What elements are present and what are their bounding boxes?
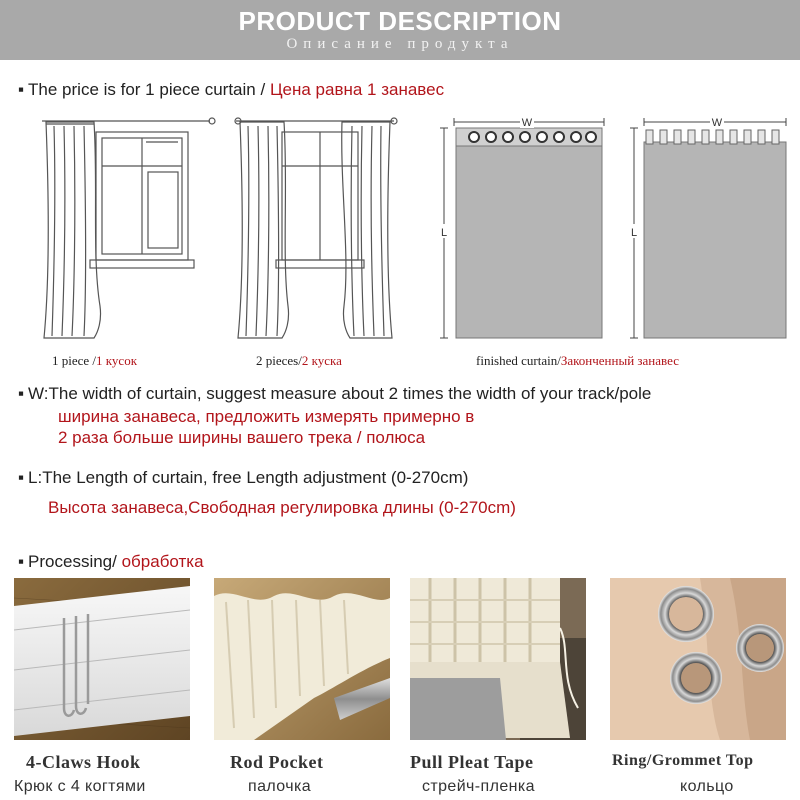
- processing-item-label-ru: палочка: [248, 778, 312, 795]
- length-mark: L: [440, 227, 448, 239]
- processing-item-label-ru: кольцо: [680, 778, 734, 795]
- processing-item-label-en: Pull Pleat Tape: [410, 752, 534, 772]
- processing-heading-en: Processing/: [28, 552, 117, 571]
- finished-caption-ru: Законченный занавес: [560, 353, 679, 368]
- two-pieces-curtain-illustration: [230, 106, 410, 346]
- tab-top-panel-illustration: [626, 112, 796, 344]
- bullet: ▪: [18, 468, 25, 487]
- page-subtitle: Описание продукта: [286, 36, 514, 52]
- width-note: [18, 384, 651, 404]
- one-piece-curtain-illustration: [28, 106, 218, 346]
- width-note-ru-line1: ширина занавеса, предложить измерять примерно в: [58, 407, 475, 426]
- one-piece-caption: [52, 353, 137, 369]
- header-banner: [0, 0, 800, 60]
- two-pieces-caption: [256, 353, 342, 369]
- processing-heading-ru: обработка: [121, 552, 204, 571]
- processing-item-label-en: Rod Pocket: [230, 752, 324, 772]
- width-mark: W: [521, 117, 533, 129]
- finished-curtain-caption: [476, 353, 679, 369]
- page-title: PRODUCT DESCRIPTION: [238, 6, 562, 36]
- grommet-panel-illustration: [436, 112, 616, 344]
- width-mark: W: [711, 117, 723, 129]
- two-pieces-caption-ru: 2 куска: [301, 353, 342, 368]
- length-mark: L: [630, 227, 638, 239]
- width-note-en: W:The width of curtain, suggest measure about 2 times the width of your track/pole: [28, 384, 652, 403]
- processing-heading: [18, 552, 204, 572]
- claws-hook-photo: [14, 578, 190, 740]
- price-note-en: The price is for 1 piece curtain /: [28, 80, 266, 99]
- processing-item-label-en: 4-Claws Hook: [26, 752, 141, 772]
- finished-caption-en: finished curtain/: [476, 353, 561, 368]
- length-note-en: L:The Length of curtain, free Length adjustment (0-270cm): [28, 468, 469, 487]
- two-pieces-caption-en: 2 pieces/: [256, 353, 302, 368]
- bullet: ▪: [18, 384, 25, 403]
- price-note-ru: Цена равна 1 занавес: [269, 80, 445, 99]
- processing-item-label-ru: стрейч-пленка: [422, 778, 535, 795]
- length-note-ru: Высота занавеса,Свободная регулировка длины (0-270cm): [48, 498, 516, 517]
- processing-item-label-ru: Крюк с 4 когтями: [14, 778, 146, 795]
- pull-pleat-tape-photo: [410, 578, 586, 740]
- rod-pocket-photo: [214, 578, 390, 740]
- price-note: [18, 80, 444, 100]
- one-piece-caption-en: 1 piece /: [52, 353, 97, 368]
- one-piece-caption-ru: 1 кусок: [96, 353, 138, 368]
- processing-item-label-en: Ring/Grommet Top: [612, 752, 754, 769]
- width-note-ru-line2: 2 раза больше ширины вашего трека / полюса: [58, 428, 426, 447]
- bullet: ▪: [18, 80, 25, 99]
- bullet: ▪: [18, 552, 25, 571]
- length-note: [18, 468, 468, 488]
- grommet-top-photo: [610, 578, 786, 740]
